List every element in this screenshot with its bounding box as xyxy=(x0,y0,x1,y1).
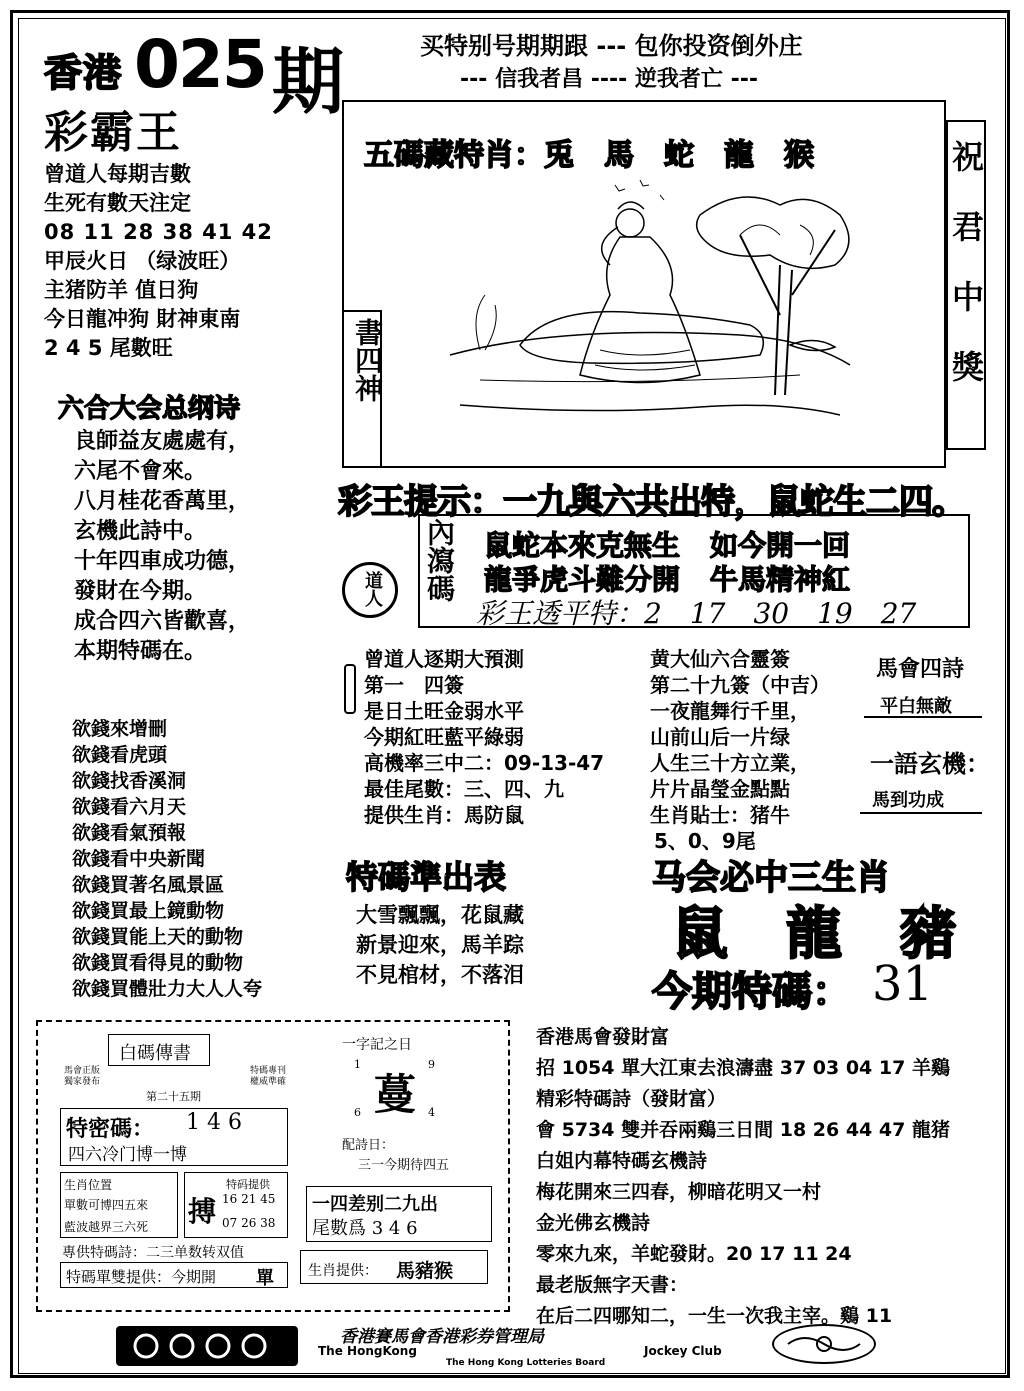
zeng-line: 最佳尾數：三、四、九 xyxy=(364,777,564,801)
want-line: 欲錢買著名風景區 xyxy=(72,874,225,896)
offer-nums-1: 16 21 45 xyxy=(222,1192,276,1206)
info-line: 今日龍冲狗 財神東南 xyxy=(44,307,241,331)
poem-line: 發財在今期。 xyxy=(74,578,207,604)
side-right-text: 祝君中獎 xyxy=(947,140,985,420)
today-special-label: 今期特碼： xyxy=(652,969,852,1015)
zeng-line: 提供生肖：馬防鼠 xyxy=(364,803,524,827)
right-line: 會 5734 雙并吞兩鷄三日間 18 26 44 47 龍猪 xyxy=(536,1119,950,1141)
info-line: 曾道人每期吉數 xyxy=(44,162,191,186)
white-book-left-note: 馬會正版 獨家發布 xyxy=(64,1066,101,1087)
leak-line-1b: 如今開一回 xyxy=(710,529,851,562)
want-line: 欲錢買能上天的動物 xyxy=(72,926,244,948)
single-double-value: 單 xyxy=(256,1268,274,1289)
poem-liuhe xyxy=(74,426,250,666)
leak-line-2a: 龍爭虎斗難分開 xyxy=(484,563,681,596)
zeng-predict xyxy=(364,646,604,828)
illustration-woman-under-tree xyxy=(440,175,860,455)
want-line: 欲錢買看得見的動物 xyxy=(72,952,244,974)
bo-char: 搏 xyxy=(188,1195,217,1228)
want-line: 欲錢看虎頭 xyxy=(72,744,168,766)
huang-line: 黄大仙六合靈簽 xyxy=(650,647,790,671)
zodiac-offer-value: 馬豬猴 xyxy=(396,1260,454,1282)
right-line: 在后二四哪知二，一生一次我主宰。鷄 11 xyxy=(536,1305,893,1327)
horse-poem-underline xyxy=(864,716,982,718)
hint-text: 彩王提示：一九與六共出特，鼠蛇生二四。 xyxy=(338,482,965,522)
offer-label: 特码提供 xyxy=(226,1178,270,1191)
footer-en-3: The Hong Kong Lotteries Board xyxy=(446,1358,606,1368)
white-book-title: 白碼傳書 xyxy=(119,1043,191,1064)
white-book-right-note: 特碼專刊 權威準確 xyxy=(250,1066,287,1087)
poem-line: 成合四六皆歡喜， xyxy=(74,608,251,634)
memo-poem: 三一今期待四五 xyxy=(358,1158,450,1173)
horse-poem-text: 平白無敵 xyxy=(880,696,952,717)
poem-line: 十年四車成功德， xyxy=(74,548,251,574)
special-table xyxy=(356,900,524,990)
special-table-title: 特碼準出表 xyxy=(346,858,507,896)
right-line: 最老版無字天書： xyxy=(536,1274,689,1296)
secret-value: 1 4 6 xyxy=(186,1110,242,1135)
right-line: 精彩特碼詩（發財富） xyxy=(536,1088,727,1110)
want-line: 欲錢看六月天 xyxy=(72,796,187,818)
special-line: 新景迎來，馬羊踪 xyxy=(356,933,524,957)
want-money xyxy=(72,716,262,1002)
right-line: 零來九來，羊蛇發財。20 17 11 24 xyxy=(536,1243,852,1265)
huang-line: 一夜龍舞行千里， xyxy=(650,699,810,723)
poem-line: 本期特碼在。 xyxy=(74,638,207,664)
left-info xyxy=(44,160,273,363)
one-word-underline xyxy=(860,812,982,814)
want-line: 欲錢看氣預報 xyxy=(72,822,187,844)
white-book-title-box xyxy=(108,1034,210,1066)
right-block xyxy=(536,1022,950,1332)
right-line: 金光佛玄機詩 xyxy=(536,1212,651,1234)
slogan-right: 逆我者亡 xyxy=(634,67,723,92)
want-line: 欲錢買最上鏡動物 xyxy=(72,900,225,922)
huang-line: 第二十九簽（中吉） xyxy=(650,673,830,697)
lotteries-logo-icon xyxy=(774,1326,874,1362)
zeng-line: 是日土旺金弱水平 xyxy=(364,699,524,723)
side-left-text: 書四神 xyxy=(351,318,384,402)
poem-line: 玄機此詩中。 xyxy=(74,518,207,544)
pos-line-1: 單數可博四五來 xyxy=(64,1198,149,1212)
footer-en-2: Jockey Club xyxy=(644,1344,722,1358)
want-line: 欲錢來增刪 xyxy=(72,718,168,740)
brand-title: 彩霸王 xyxy=(44,107,182,158)
slogan-left: 信我者昌 xyxy=(495,67,584,92)
jockey-club-logo-icon xyxy=(118,1328,296,1364)
poem-liuhe-title: 六合大会总纲诗 xyxy=(58,394,241,424)
zeng-line: 今期紅旺藍平綠弱 xyxy=(364,725,524,749)
secret-label: 特密碼： xyxy=(66,1117,155,1142)
leak-numbers: 彩王透平特：2 17 30 19 27 xyxy=(476,597,917,630)
picture-title: 五碼藏特肖：兎 馬 蛇 龍 猴 xyxy=(364,138,814,173)
huang-line: 片片晶瑩金點點 xyxy=(650,777,790,801)
memo-n4: 4 xyxy=(428,1106,435,1119)
one-word-text: 馬到功成 xyxy=(872,790,944,811)
leak-line-1a: 鼠蛇本來克無生 xyxy=(484,529,681,562)
memo-diff: 一四差别二九出 xyxy=(312,1194,438,1215)
slogan-main: 买特别号期期跟 --- 包你投资倒外庄 xyxy=(420,32,803,60)
special-line: 不見棺材，不落泪 xyxy=(356,963,524,987)
huang-line: 山前山后一片绿 xyxy=(650,725,790,749)
poem-line: 良師益友處處有， xyxy=(74,428,251,454)
inner-leak-label: 內瀉碼 xyxy=(423,518,456,602)
special-line: 大雪飄飄，花鼠藏 xyxy=(356,903,524,927)
huang-daxian xyxy=(650,646,830,854)
memo-char: 蔓 xyxy=(374,1070,417,1119)
stamp-text: 道人 xyxy=(362,571,383,607)
slogan-sub: --- 信我者昌 ---- 逆我者亡 --- xyxy=(460,67,758,92)
special-poem-line: 專供特碼詩：二三单数转双值 xyxy=(62,1245,244,1261)
zodiac-offer-label: 生肖提供： xyxy=(308,1263,378,1279)
right-line: 招 1054 單大江東去浪濤盡 37 03 04 17 羊鷄 xyxy=(536,1057,950,1079)
horse-poem-title: 馬會四詩 xyxy=(876,657,965,682)
region-label: 香港 xyxy=(44,51,123,95)
right-line: 香港馬會發財富 xyxy=(536,1026,670,1048)
leak-line-2b: 牛馬精神紅 xyxy=(710,563,851,596)
three-zodiac-title: 马会必中三生肖 xyxy=(652,858,890,898)
want-line: 欲錢找香溪洞 xyxy=(72,770,187,792)
today-special-number: 31 xyxy=(872,956,934,1012)
one-word-title: 一語玄機： xyxy=(870,750,990,778)
issue-suffix: 期 xyxy=(272,40,346,124)
info-line: 甲辰火日 （绿波旺） xyxy=(44,249,241,273)
huang-line: 人生三十方立業， xyxy=(650,751,810,775)
pos-line-2: 藍波越界三六死 xyxy=(64,1220,149,1234)
poem-line: 八月桂花香萬里， xyxy=(74,488,251,514)
pos-label: 生肖位置 xyxy=(64,1178,113,1192)
zeng-line: 第一 四簽 xyxy=(364,673,464,697)
single-double-label: 特碼單雙提供：今期開 xyxy=(66,1268,217,1286)
right-line: 白姐内幕特碼玄機詩 xyxy=(536,1150,708,1172)
info-line: 2 4 5 尾數旺 xyxy=(44,336,173,360)
memo-title: 一字記之日 xyxy=(342,1037,412,1053)
footer-logo-left xyxy=(116,1326,298,1366)
zeng-line: 曾道人逐期大預測 xyxy=(364,647,524,671)
white-book-issue: 第二十五期 xyxy=(146,1090,201,1103)
footer-logo-right xyxy=(772,1324,876,1364)
info-line: 08 11 28 38 41 42 xyxy=(44,220,273,244)
cold-line: 四六冷门博一博 xyxy=(68,1145,187,1165)
footer-cn: 香港賽馬會香港彩券管理局 xyxy=(340,1327,544,1347)
memo-n9: 9 xyxy=(428,1058,435,1071)
offer-nums-2: 07 26 38 xyxy=(222,1216,276,1230)
right-line: 梅花開來三四春，柳暗花明又一村 xyxy=(536,1181,822,1203)
three-zodiac-animals: 鼠 龍 豬 xyxy=(672,902,957,967)
memo-n1: 1 xyxy=(354,1058,361,1071)
issue-number: 025 xyxy=(134,26,266,103)
footer-en-1: The HongKong xyxy=(318,1344,417,1358)
want-line: 欲錢買體壯力大人人夸 xyxy=(72,978,263,1000)
huang-line: 生肖貼士：猪牛 xyxy=(650,803,790,827)
poem-line: 六尾不會來。 xyxy=(74,458,207,484)
info-line: 主猪防羊 值日狗 xyxy=(44,278,199,302)
want-line: 欲錢看中央新聞 xyxy=(72,848,206,870)
memo-n6: 6 xyxy=(354,1106,361,1119)
memo-poem-label: 配詩日： xyxy=(342,1138,395,1153)
zeng-bracket xyxy=(344,664,356,714)
zeng-line: 高機率三中二：09-13-47 xyxy=(364,751,605,775)
memo-tail: 尾數爲 3 4 6 xyxy=(312,1218,418,1239)
info-line: 生死有數天注定 xyxy=(44,191,191,215)
huang-line: 5、0、9尾 xyxy=(654,829,756,853)
stamp xyxy=(342,562,398,618)
